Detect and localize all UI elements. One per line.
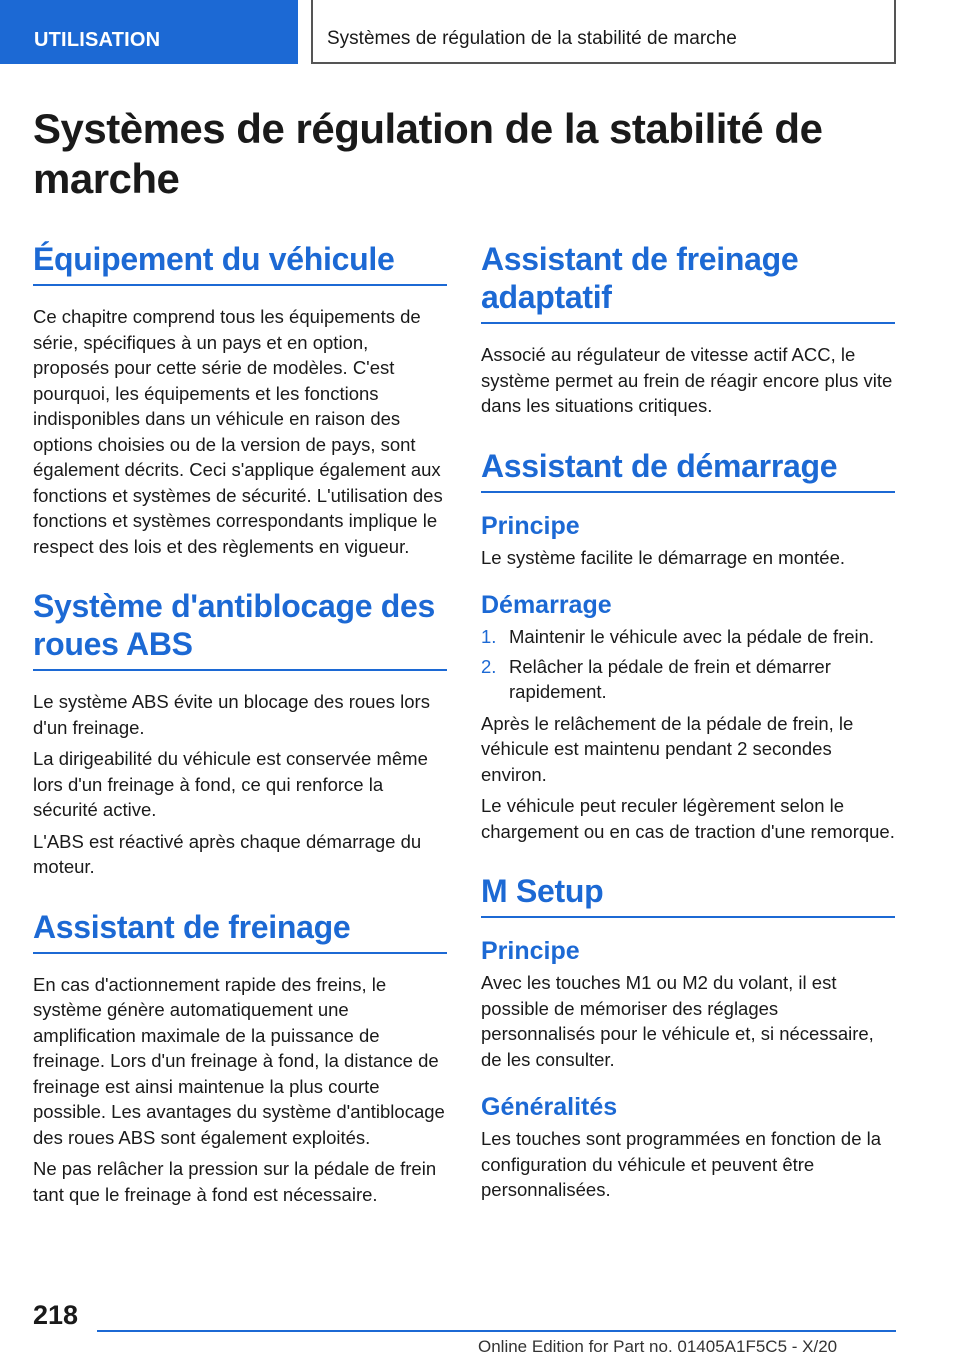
step-number: 2. xyxy=(481,655,497,677)
paragraph: L'ABS est réactivé après chaque démarrage du moteur. xyxy=(33,830,422,877)
paragraph: Ce chapitre comprend tous les équipements de série, spécifiques à un pays et en option, proposés pour cette série de modèles. C'est pourquoi, les équipements et les fonctions indisponibles dans un véhicule en raison des options choisies ou de la version de pays, sont également décrits. Ceci s'applique également aux fonctions et systèmes de sécurité. L'utilisation des fonctions et systèmes correspondants implique le respect des lois et des règlements en vigueur. xyxy=(33,306,443,557)
subheading-demarrage: Démarrage xyxy=(481,591,612,619)
paragraph: Ne pas relâcher la pression sur la pédale de frein tant que le freinage à fond est nécessaire. xyxy=(33,1158,437,1205)
list-item xyxy=(481,654,895,705)
section-demarrage xyxy=(481,447,895,845)
footer-divider xyxy=(97,1330,896,1332)
section-adaptatif xyxy=(481,240,895,419)
paragraph: Après le relâchement de la pédale de frein, le véhicule est maintenu pendant 2 secondes environ. xyxy=(481,712,854,785)
heading-freinage: Assistant de freinage xyxy=(33,908,447,954)
section-abs xyxy=(33,587,447,880)
edition-note: Online Edition for Part no. 01405A1F5C5 - X/20 xyxy=(478,1337,838,1356)
step-number: 1. xyxy=(481,626,497,647)
paragraph: En cas d'actionnement rapide des freins, le système génère automatiquement une amplification maximale de la puissance de freinage. Lors d'un freinage à fond, la distance de freinage est ainsi maintenue la plus courte possible. Les avantages du système d'antiblocage des roues ABS sont également exploités. xyxy=(33,973,445,1148)
page-number: 218 xyxy=(33,1300,79,1330)
step-text: Relâcher la pédale de frein et démarrer rapidement. xyxy=(509,655,831,702)
steps-list xyxy=(481,624,895,705)
paragraph: Le véhicule peut reculer légèrement selon le chargement ou en cas de traction d'une remorque. xyxy=(481,795,895,842)
right-column xyxy=(481,240,895,1231)
sub-demarrage xyxy=(481,590,895,844)
subheading-principe: Principe xyxy=(481,511,580,540)
chapter-tab: UTILISATION xyxy=(0,0,298,64)
section-header: Systèmes de régulation de la stabilité de marche xyxy=(311,0,896,64)
subheading-generalites: Généralités xyxy=(481,1093,618,1121)
paragraph: La dirigeabilité du véhicule est conservée même lors d'un freinage à fond, ce qui renforce la sécurité active. xyxy=(33,748,428,820)
heading-equipement: Équipement du véhicule xyxy=(33,240,447,286)
paragraph: Associé au régulateur de vitesse actif ACC, le système permet au frein de réagir encore plus vite dans les situations critiques. xyxy=(481,344,893,416)
subheading-principe: Principe xyxy=(481,937,580,965)
heading-demarrage: Assistant de démarrage xyxy=(481,447,895,493)
sub-principe xyxy=(481,936,895,1072)
paragraph: Le système facilite le démarrage en montée. xyxy=(481,546,846,568)
section-freinage xyxy=(33,908,447,1208)
heading-adaptatif: Assistant de freinage adaptatif xyxy=(481,240,895,324)
section-equipement xyxy=(33,240,447,559)
paragraph: Les touches sont programmées en fonction de la configuration du véhicule et peuvent être personnalisées. xyxy=(481,1128,882,1200)
page-title: Systèmes de régulation de la stabilité de marche xyxy=(33,105,823,202)
list-item xyxy=(481,624,895,650)
sub-principe xyxy=(481,511,895,571)
paragraph: Le système ABS évite un blocage des roues lors d'un freinage. xyxy=(33,691,430,738)
heading-msetup: M Setup xyxy=(481,872,895,918)
left-column xyxy=(33,240,447,1235)
sub-generalites xyxy=(481,1092,895,1203)
heading-abs: Système d'antiblocage des roues ABS xyxy=(33,587,447,671)
paragraph: Avec les touches M1 ou M2 du volant, il est possible de mémoriser des réglages personnalisés pour le véhicule et, si nécessaire, de les consulter. xyxy=(481,972,874,1070)
step-text: Maintenir le véhicule avec la pédale de frein. xyxy=(509,626,875,647)
section-msetup xyxy=(481,872,895,1203)
